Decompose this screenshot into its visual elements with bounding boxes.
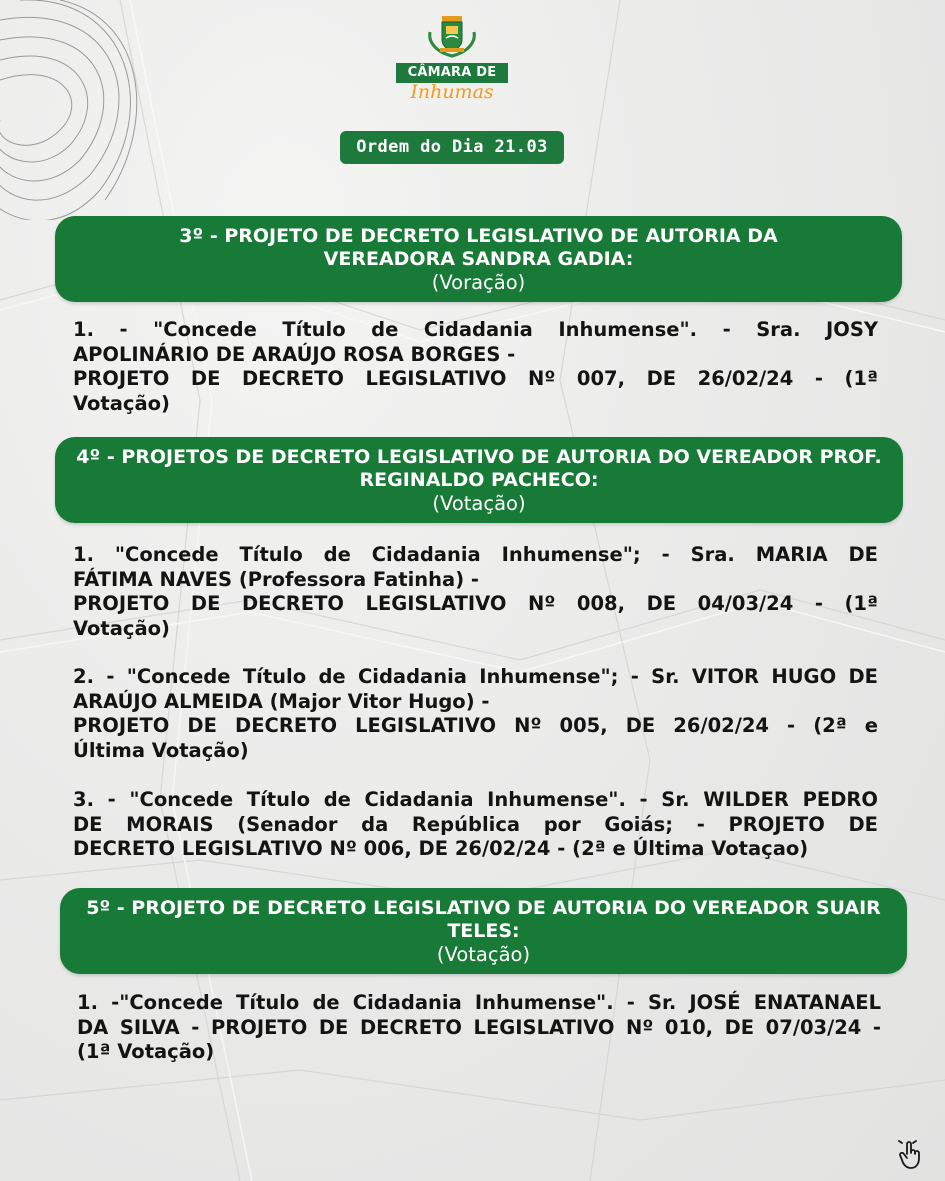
pointing-hand-icon bbox=[898, 1140, 924, 1170]
section-4-header-line-2: REGINALDO PACHECO: bbox=[359, 469, 599, 491]
section-4-item-3 bbox=[73, 788, 878, 862]
item-line: (1ª Votação) bbox=[77, 1040, 215, 1063]
item-line: 1. -"Concede Título de Cidadania Inhumense". - Sr. JOSÉ ENATANAEL bbox=[77, 991, 881, 1014]
item-line: ARAÚJO ALMEIDA (Major Vitor Hugo) - bbox=[73, 689, 490, 713]
section-4-item-2 bbox=[73, 665, 878, 763]
item-line: FÁTIMA NAVES (Professora Fatinha) - bbox=[73, 567, 479, 591]
camara-logo bbox=[390, 12, 515, 107]
item-line: 1. "Concede Título de Cidadania Inhumense"; - Sra. MARIA DE bbox=[73, 543, 878, 566]
section-5-header-line-1: 5º - PROJETO DE DECRETO LEGISLATIVO DE AUTORIA DO VEREADOR SUAIR bbox=[86, 897, 881, 919]
item-line: 2. - "Concede Título de Cidadania Inhumense"; - Sr. VITOR HUGO DE bbox=[73, 665, 878, 688]
item-line: Última Votação) bbox=[73, 738, 249, 762]
logo-bar-text: CÂMARA DE bbox=[396, 63, 508, 83]
logo-script-text: Inhumas bbox=[410, 81, 494, 103]
section-3-header-sub: (Voração) bbox=[431, 271, 526, 294]
item-line: PROJETO DE DECRETO LEGISLATIVO Nº 005, DE 26/02/24 - (2ª e bbox=[73, 714, 878, 737]
section-4-header-sub: (Votação) bbox=[432, 492, 526, 515]
section-4-header bbox=[55, 437, 903, 523]
coat-of-arms-icon bbox=[426, 12, 478, 58]
swirl-lines-decoration bbox=[0, 0, 160, 220]
item-line: PROJETO DE DECRETO LEGISLATIVO Nº 007, DE 26/02/24 - (1ª bbox=[73, 367, 878, 390]
section-5-item-1 bbox=[77, 991, 881, 1065]
item-line: APOLINÁRIO DE ARAÚJO ROSA BORGES - bbox=[73, 342, 516, 366]
item-line: 3. - "Concede Título de Cidadania Inhumense". - Sr. WILDER PEDRO bbox=[73, 788, 878, 811]
section-4-header-line-1: 4º - PROJETOS DE DECRETO LEGISLATIVO DE AUTORIA DO VEREADOR PROF. bbox=[76, 446, 882, 468]
item-line: DECRETO LEGISLATIVO Nº 006, DE 26/02/24 - (2ª e Última Votaçao) bbox=[73, 837, 809, 860]
order-of-day-badge: Ordem do Dia 21.03 bbox=[340, 131, 564, 164]
section-5-header-line-2: TELES: bbox=[447, 920, 520, 942]
item-line: 1. - "Concede Título de Cidadania Inhumense". - Sra. JOSY bbox=[73, 318, 878, 341]
section-5-header-sub: (Votação) bbox=[436, 943, 531, 966]
section-5-header bbox=[60, 888, 907, 974]
item-line: DA SILVA - PROJETO DE DECRETO LEGISLATIVO Nº 010, DE 07/03/24 - bbox=[77, 1015, 881, 1039]
section-4-item-1 bbox=[73, 543, 878, 641]
section-3-header-line-2: VEREADORA SANDRA GADIA: bbox=[323, 248, 634, 270]
section-3-header-line-1: 3º - PROJETO DE DECRETO LEGISLATIVO DE AUTORIA DA bbox=[179, 225, 778, 247]
item-line: Votação) bbox=[73, 391, 170, 415]
section-3-header bbox=[55, 216, 902, 302]
item-line: PROJETO DE DECRETO LEGISLATIVO Nº 008, DE 04/03/24 - (1ª bbox=[73, 592, 878, 615]
item-line: DE MORAIS (Senador da República por Goiás; - PROJETO DE bbox=[73, 812, 878, 836]
item-line: Votação) bbox=[73, 616, 170, 640]
section-3-item-1 bbox=[73, 318, 878, 416]
